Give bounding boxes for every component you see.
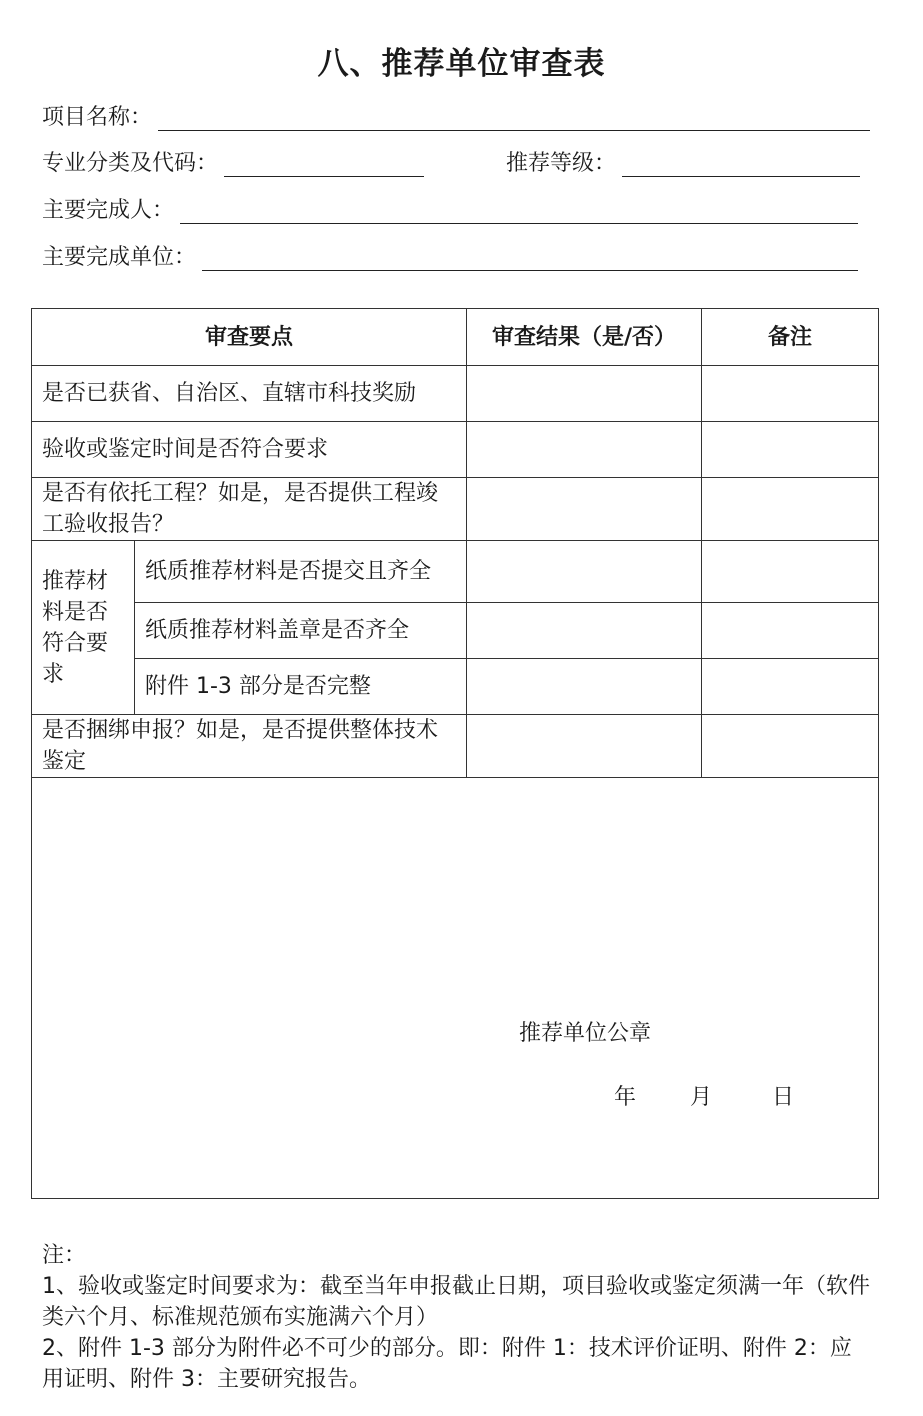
date-line bbox=[614, 1082, 794, 1113]
material-group-label: 推荐材料是否符合要求 bbox=[32, 541, 135, 715]
result-cell[interactable] bbox=[467, 422, 702, 478]
review-table bbox=[31, 308, 879, 1199]
result-cell[interactable] bbox=[467, 659, 702, 715]
seal-area[interactable] bbox=[32, 778, 879, 1199]
main-units-field bbox=[42, 240, 858, 271]
table-row bbox=[32, 366, 879, 422]
remark-cell[interactable] bbox=[702, 366, 879, 422]
table-row bbox=[32, 659, 879, 715]
review-point-cell: 是否有依托工程？如是，是否提供工程竣工验收报告？ bbox=[32, 478, 467, 541]
project-name-label: 项目名称： bbox=[42, 105, 153, 130]
page-title: 八、推荐单位审查表 bbox=[317, 46, 606, 82]
category-code-field bbox=[42, 146, 424, 177]
note-2: 2、附件 1-3 部分为附件必不可少的部分。即：附件 1：技术评价证明、附件 2：应用证明、附件 3：主要研究报告。 bbox=[42, 1336, 852, 1392]
project-name-line[interactable] bbox=[158, 106, 870, 131]
remark-cell[interactable] bbox=[702, 603, 879, 659]
grade-label: 推荐等级： bbox=[506, 151, 617, 176]
table-row bbox=[32, 603, 879, 659]
remark-cell[interactable] bbox=[702, 659, 879, 715]
review-point-cell: 是否捆绑申报？如是，是否提供整体技术鉴定 bbox=[32, 715, 467, 778]
table-row bbox=[32, 715, 879, 778]
review-point-cell: 附件 1-3 部分是否完整 bbox=[135, 659, 467, 715]
project-name-field bbox=[42, 100, 870, 131]
review-point-cell: 纸质推荐材料盖章是否齐全 bbox=[135, 603, 467, 659]
main-units-label: 主要完成单位： bbox=[42, 245, 197, 270]
date-day: 日 bbox=[772, 1085, 795, 1110]
review-point-cell: 验收或鉴定时间是否符合要求 bbox=[32, 422, 467, 478]
main-persons-field bbox=[42, 193, 858, 224]
result-cell[interactable] bbox=[467, 715, 702, 778]
result-cell[interactable] bbox=[467, 603, 702, 659]
remark-cell[interactable] bbox=[702, 422, 879, 478]
remark-cell[interactable] bbox=[702, 541, 879, 603]
remark-cell[interactable] bbox=[702, 478, 879, 541]
notes-heading: 注： bbox=[42, 1243, 87, 1268]
date-year: 年 bbox=[614, 1085, 637, 1110]
header-review-points: 审查要点 bbox=[32, 309, 467, 366]
date-month: 月 bbox=[690, 1085, 713, 1110]
table-row bbox=[32, 541, 879, 603]
main-persons-label: 主要完成人： bbox=[42, 198, 175, 223]
table-row bbox=[32, 478, 879, 541]
note-1: 1、验收或鉴定时间要求为：截至当年申报截止日期，项目验收或鉴定须满一年（软件类六个月、标准规范颁布实施满六个月） bbox=[42, 1274, 870, 1330]
main-units-line[interactable] bbox=[202, 246, 858, 271]
table-row bbox=[32, 422, 879, 478]
seal-label: 推荐单位公章 bbox=[519, 1021, 652, 1046]
result-cell[interactable] bbox=[467, 478, 702, 541]
category-code-line[interactable] bbox=[224, 152, 424, 177]
result-cell[interactable] bbox=[467, 366, 702, 422]
review-point-cell: 纸质推荐材料是否提交且齐全 bbox=[135, 541, 467, 603]
notes-section bbox=[42, 1240, 872, 1395]
grade-field bbox=[506, 146, 860, 177]
header-review-result: 审查结果（是/否） bbox=[467, 309, 702, 366]
result-cell[interactable] bbox=[467, 541, 702, 603]
main-persons-line[interactable] bbox=[180, 199, 858, 224]
header-remarks: 备注 bbox=[702, 309, 879, 366]
remark-cell[interactable] bbox=[702, 715, 879, 778]
grade-line[interactable] bbox=[622, 152, 860, 177]
review-point-cell: 是否已获省、自治区、直辖市科技奖励 bbox=[32, 366, 467, 422]
category-code-label: 专业分类及代码： bbox=[42, 151, 219, 176]
